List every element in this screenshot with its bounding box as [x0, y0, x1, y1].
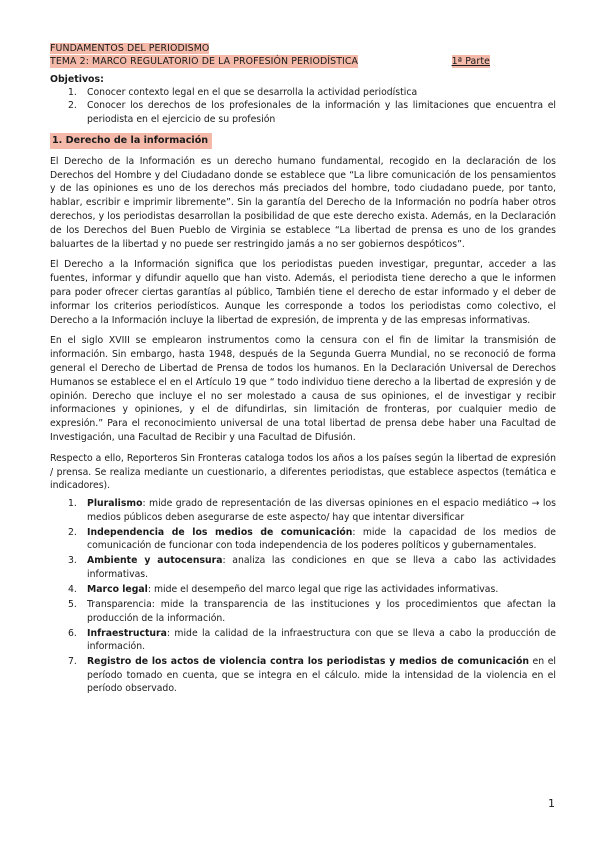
topic-title: TEMA 2: MARCO REGULATORIO DE LA PROFESIÓN PERIODÍSTICA: [50, 56, 359, 67]
list-item: 4. Marco legal: mide el desempeño del marco legal que rige las actividades informativas.: [68, 584, 499, 595]
part-label: 1ª Parte: [451, 56, 490, 67]
document-content: [50, 42, 556, 697]
objectives-list: [50, 86, 556, 126]
topic-title-row: [50, 55, 490, 68]
list-item: 1. Pluralismo: mide grado de representación de las diversas opiniones en el espacio mediático → los medios públicos deben asegurarse de este aspecto/ hay que intentar diversificar: [68, 498, 556, 523]
list-item: 7. Registro de los actos de violencia contra los periodistas y medios de comunicación en el período tomado en cuenta, que se integra en el cálculo. mide la intensidad de la violencia en el período observado.: [68, 656, 557, 695]
list-item: 6. Infraestructura: mide la calidad de la infraestructura con que se lleva a cabo la producción de información.: [68, 627, 556, 653]
list-item: 1. Conocer contexto legal en el que se desarrolla la actividad periodística: [68, 87, 418, 98]
paragraph: Respecto a ello, Reporteros Sin Fronteras cataloga todos los años a los países según la libertad de expresión / prensa. Se realiza mediante un cuestionario, a diferentes periodistas, que establece aspectos (temática e indicadores).: [50, 452, 556, 492]
paragraph: El Derecho de la Información es un derecho humano fundamental, recogido en la declaración de los Derechos del Hombre y del Ciudadano donde se establece que “La libre comunicación de los pensamientos y de las opiniones es uno de los derechos más preciados del hombre, todo ciudadano puede, por tanto, hablar, escribir e imprimir libremente”. Sin la garantía del Derecho de la Información no podría haber otros derechos, y los periodistas desarrollan la posibilidad de que este derecho exista. Además, en la Declaración de los Derechos del Buen Pueblo de Virginia se establece “La libertad de prensa es uno de los grandes baluartes de la libertad y no puede ser restringido jamás a no ser gobiernos despóticos”.: [50, 155, 556, 250]
paragraph: El Derecho a la Información significa que los periodistas pueden investigar, preguntar, acceder a las fuentes, informar y difundir aquello que han visto. Además, el periodista tiene derecho a que le informen para poder ofrecer ciertas garantías al público, También tiene el derecho de estar informado y el deber de informar los criterios periodísticos. Aunque les corresponde a todos los periodistas como colectivo, el Derecho a la Información incluye la libertad de expresión, de imprenta y de las empresas informativas.: [50, 259, 556, 326]
list-item: 2. Independencia de los medios de comunicación: mide la capacidad de los medios de comunicación de funcionar con toda independencia de los poderes políticos y gubernamentales.: [68, 526, 556, 552]
aspects-list: [50, 497, 556, 695]
list-item: 5. Transparencia: mide la transparencia de las instituciones y los procedimientos que afectan la producción de la información.: [68, 599, 556, 624]
list-item: 3. Ambiente y autocensura: analiza las condiciones en que se lleva a cabo las actividades informativas.: [68, 555, 557, 580]
section-heading: 1. Derecho de la información: [50, 133, 212, 149]
paragraph: En el siglo XVIII se emplearon instrumentos como la censura con el fin de limitar la transmisión de información. Sin embargo, hasta 1948, después de la Segunda Guerra Mundial, no se reconoció de forma general el Derecho de Libertad de Prensa de todos los humanos. En la Declaración Universal de Derechos Humanos se establece el en el Artículo 19 que “ todo individuo tiene derecho a la libertad de expresión y de opinión. Derecho que incluye el no ser molestado a causa de sus opiniones, el de investigar y recibir informaciones y opiniones, y el de difundirlas, sin limitación de fronteras, por cualquier medio de expresión.” Para el reconocimiento universal de una total libertad de prensa debe haber una Facultad de Investigación, una Facultad de Recibir y una Facultad de Difusión.: [50, 335, 556, 444]
objectives-heading: Objetivos:: [50, 74, 104, 85]
page-number: 1: [548, 797, 555, 810]
list-item: 2. Conocer los derechos de los profesionales de la información y las limitaciones que encuentra el periodista en el ejercicio de su profesión: [68, 100, 556, 125]
course-title: FUNDAMENTOS DEL PERIODISMO: [50, 43, 210, 54]
